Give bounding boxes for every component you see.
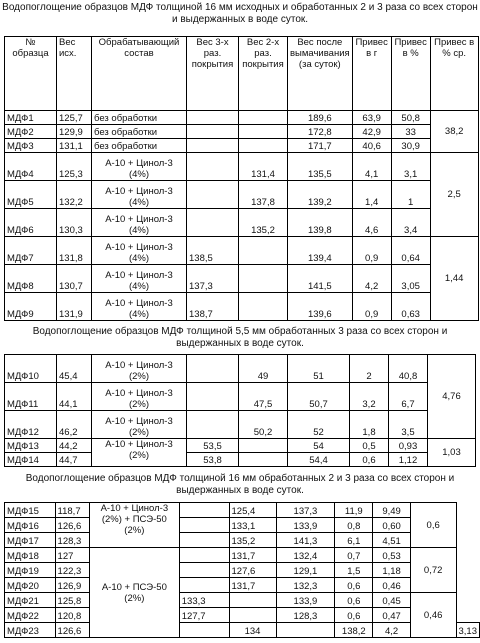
treatment: А-10 + Цинол-3 (4%) [92,293,187,321]
initial-weight: 120,8 [55,608,89,623]
sample-id: МДФ3 [5,139,57,153]
header-cell: Привес в % ср. [430,37,478,111]
initial-weight: 132,2 [57,181,92,209]
table-row [5,383,476,411]
gain-avg: 0,46 [410,593,456,638]
sample-id: МДФ17 [5,533,56,548]
header-cell: Привес в г [352,37,391,111]
gain-g: 1,8 [350,411,389,439]
table-row [5,265,479,293]
weight-after-soak: 189,6 [288,111,353,125]
weight-after-soak: 54 [288,439,350,453]
sample-id: МДФ22 [5,608,56,623]
header-cell: Привес в % [391,37,430,111]
weight-after-soak: 128,3 [276,608,335,623]
gain-avg: 2,5 [430,153,478,237]
weight-2-coat: 131,7 [229,578,276,593]
table-row [5,503,480,518]
weight-2-coat [239,265,288,293]
gain-avg: 4,76 [428,355,476,439]
weight-after-soak: 133,9 [276,593,335,608]
weight-2-coat [239,125,288,139]
sample-id: МДФ4 [5,153,57,181]
gain-pct: 50,8 [391,111,430,125]
gain-g: 0,6 [335,593,373,608]
weight-3-coat [179,563,229,578]
gain-pct: 3,4 [391,209,430,237]
weight-2-coat [239,453,288,467]
weight-after-soak: 50,7 [288,383,350,411]
weight-3-coat [187,383,239,411]
gain-g: 0,8 [335,518,373,533]
gain-pct: 1,18 [373,563,411,578]
weight-after-soak: 139,4 [288,237,353,265]
gain-g: 42,9 [352,125,391,139]
table-row [5,578,480,593]
weight-2-coat [239,439,288,453]
gain-pct: 3,1 [391,153,430,181]
sample-id: МДФ9 [5,293,57,321]
gain-pct: 0,46 [373,578,411,593]
weight-2-coat: 125,4 [229,503,276,518]
table-row [5,209,479,237]
weight-after-soak: 54,4 [288,453,350,467]
weight-after-soak: 51 [288,355,350,383]
weight-after-soak: 139,8 [288,209,353,237]
sample-id: МДФ13 [5,439,57,453]
sample-id: МДФ11 [5,383,57,411]
table-row [5,237,479,265]
weight-after-soak: 129,1 [276,563,335,578]
sample-id: МДФ18 [5,548,56,563]
table-row [5,153,479,181]
sample-id: МДФ15 [5,503,56,518]
weight-3-coat [187,139,239,153]
gain-avg: 1,03 [428,439,476,467]
initial-weight: 44,7 [57,453,92,467]
initial-weight: 131,1 [57,139,92,153]
initial-weight: 46,2 [57,411,92,439]
weight-2-coat: 127,6 [229,563,276,578]
table-row [5,453,476,467]
weight-2-coat [239,139,288,153]
gain-pct: 1,12 [389,453,428,467]
table-row [5,548,480,563]
initial-weight: 128,3 [55,533,89,548]
weight-2-coat: 137,8 [239,181,288,209]
table-header-row [5,37,479,111]
weight-after-soak: 171,7 [288,139,353,153]
sample-id: МДФ12 [5,411,57,439]
table-row [5,608,480,623]
weight-after-soak: 139,2 [288,181,353,209]
header-cell: Вес исх. [57,37,92,111]
weight-2-coat: 50,2 [239,411,288,439]
weight-2-coat [276,623,335,638]
initial-weight: 118,7 [55,503,89,518]
table-1 [4,36,479,321]
gain-g: 40,6 [352,139,391,153]
gain-pct: 3,13 [456,623,480,638]
table-3 [4,502,480,638]
sample-id: МДФ20 [5,578,56,593]
header-cell: Вес 2-х раз. покрытия [239,37,288,111]
gain-avg: 0,72 [410,548,456,593]
initial-weight: 127 [55,548,89,563]
header-cell: № образца [5,37,57,111]
sample-id: МДФ5 [5,181,57,209]
weight-after-soak: 135,5 [288,153,353,181]
gain-g: 0,5 [350,439,389,453]
table-row [5,623,480,638]
table-row [5,125,479,139]
gain-g: 4,2 [373,623,411,638]
treatment: А-10 + Цинол-3 (4%) [92,237,187,265]
weight-3-coat [179,518,229,533]
gain-pct: 0,45 [373,593,411,608]
initial-weight: 44,1 [57,383,92,411]
initial-weight: 129,9 [57,125,92,139]
weight-after-soak: 172,8 [288,125,353,139]
treatment: без обработки [92,125,187,139]
gain-avg: 38,2 [430,111,478,153]
table-row [5,439,476,453]
weight-3-coat: 138,7 [187,293,239,321]
weight-2-coat [239,293,288,321]
header-cell: Вес 3-х раз. покрытия [187,37,239,111]
gain-pct: 0,60 [373,518,411,533]
gain-pct: 0,93 [389,439,428,453]
weight-2-coat: 47,5 [239,383,288,411]
table-row [5,293,479,321]
initial-weight: 125,7 [57,111,92,125]
initial-weight: 122,3 [55,563,89,578]
sample-id: МДФ10 [5,355,57,383]
gain-pct: 0,47 [373,608,411,623]
weight-after-soak: 132,4 [276,548,335,563]
gain-g: 0,9 [352,237,391,265]
treatment: без обработки [92,111,187,125]
treatment [179,623,229,638]
treatment: А-10 + Цинол-3 (2%) [92,439,187,467]
table-row [5,139,479,153]
sample-id: МДФ23 [5,623,56,638]
weight-3-coat: 133,3 [179,593,229,608]
weight-3-coat [187,355,239,383]
sample-id: МДФ8 [5,265,57,293]
gain-g: 1,5 [335,563,373,578]
table-row [5,111,479,125]
weight-2-coat [229,593,276,608]
sample-id: МДФ14 [5,453,57,467]
initial-weight: 126,6 [55,518,89,533]
weight-2-coat [229,608,276,623]
header-cell: Вес после вымачивания (за суток) [288,37,353,111]
table-row [5,533,480,548]
weight-2-coat: 135,2 [229,533,276,548]
weight-3-coat: 127,7 [179,608,229,623]
gain-pct: 3,05 [391,265,430,293]
weight-3-coat [179,548,229,563]
initial-weight: 125,8 [55,593,89,608]
initial-weight: 130,7 [57,265,92,293]
gain-pct: 1 [391,181,430,209]
treatment: А-10 + Цинол-3 (4%) [92,153,187,181]
weight-2-coat [239,111,288,125]
weight-3-coat [187,411,239,439]
gain-pct: 0,63 [391,293,430,321]
gain-g: 0,6 [350,453,389,467]
gain-g: 0,6 [335,578,373,593]
treatment: А-10 + Цинол-3 (4%) [92,181,187,209]
caption-table-2: Водопоглощение образцов МДФ толщиной 5,5 мм обработанных 3 раза со всех сторон и выдержанных в воде суток. [32,326,448,349]
weight-after-soak: 137,3 [276,503,335,518]
initial-weight: 131,9 [57,293,92,321]
gain-g: 1,4 [352,181,391,209]
gain-pct: 30,9 [391,139,430,153]
caption-table-3: Водопоглощение образцов МДФ толщиной 16 мм обработанных 2 и 3 раза со всех сторон и выдержанных в воде суток. [25,473,455,496]
treatment: А-10 + ПСЭ-50 (2%) [89,548,179,638]
treatment: А-10 + Цинол-3 (2%) [92,383,187,411]
weight-after-soak: 133,9 [276,518,335,533]
gain-g: 2 [350,355,389,383]
weight-3-coat [179,578,229,593]
weight-2-coat: 133,1 [229,518,276,533]
initial-weight: 126,6 [55,623,89,638]
weight-after-soak: 52 [288,411,350,439]
initial-weight: 131,8 [57,237,92,265]
treatment: А-10 + Цинол-3 (2%) + ПСЭ-50 (2%) [89,503,179,548]
sample-id: МДФ2 [5,125,57,139]
gain-g: 11,9 [335,503,373,518]
sample-id: МДФ19 [5,563,56,578]
gain-avg: 0,6 [410,503,456,548]
weight-3-coat: 138,5 [187,237,239,265]
weight-after-soak: 138,2 [335,623,373,638]
weight-2-coat: 131,7 [229,548,276,563]
weight-3-coat [179,503,229,518]
sample-id: МДФ6 [5,209,57,237]
treatment: А-10 + Цинол-3 (2%) [92,355,187,383]
table-row [5,355,476,383]
weight-3-coat: 137,3 [187,265,239,293]
gain-pct: 9,49 [373,503,411,518]
table-row [5,518,480,533]
treatment: А-10 + Цинол-3 (2%) [92,411,187,439]
weight-after-soak: 141,3 [276,533,335,548]
gain-g: 63,9 [352,111,391,125]
gain-pct: 33 [391,125,430,139]
weight-2-coat: 135,2 [239,209,288,237]
weight-2-coat [239,237,288,265]
weight-after-soak: 139,6 [288,293,353,321]
gain-g: 0,7 [335,548,373,563]
gain-pct: 4,51 [373,533,411,548]
gain-g: 0,6 [335,608,373,623]
gain-pct: 40,8 [389,355,428,383]
weight-3-coat [187,181,239,209]
weight-after-soak: 132,3 [276,578,335,593]
sample-id: МДФ7 [5,237,57,265]
weight-after-soak: 141,5 [288,265,353,293]
caption-table-1: Водопоглощение образцов МДФ толщиной 16 мм исходных и обработанных 2 и 3 раза со всех сторон и выдержанных в воде суток. [2,2,478,25]
gain-g: 4,1 [352,153,391,181]
sample-id: МДФ16 [5,518,56,533]
table-row [5,181,479,209]
weight-3-coat [187,209,239,237]
gain-pct: 0,64 [391,237,430,265]
gain-pct: 6,7 [389,383,428,411]
initial-weight: 130,3 [57,209,92,237]
table-row [5,411,476,439]
sample-id: МДФ21 [5,593,56,608]
initial-weight: 125,3 [57,153,92,181]
weight-3-coat [187,153,239,181]
weight-3-coat [179,533,229,548]
initial-weight: 45,4 [57,355,92,383]
treatment: А-10 + Цинол-3 (4%) [92,265,187,293]
table-row [5,593,480,608]
weight-3-coat [187,125,239,139]
weight-3-coat: 134 [229,623,276,638]
weight-3-coat: 53,5 [187,439,239,453]
gain-avg: 1,44 [430,237,478,321]
gain-pct: 0,53 [373,548,411,563]
header-cell: Обрабатывающий состав [92,37,187,111]
initial-weight: 44,2 [57,439,92,453]
weight-3-coat [187,111,239,125]
gain-g: 3,2 [350,383,389,411]
treatment: А-10 + Цинол-3 (4%) [92,209,187,237]
weight-2-coat: 131,4 [239,153,288,181]
treatment: без обработки [92,139,187,153]
gain-g: 4,6 [352,209,391,237]
weight-2-coat: 49 [239,355,288,383]
table-row [5,563,480,578]
gain-g: 6,1 [335,533,373,548]
gain-pct: 3,5 [389,411,428,439]
sample-id: МДФ1 [5,111,57,125]
weight-3-coat: 53,8 [187,453,239,467]
initial-weight: 126,9 [55,578,89,593]
gain-g: 0,9 [352,293,391,321]
gain-g: 4,2 [352,265,391,293]
table-2 [4,354,476,467]
